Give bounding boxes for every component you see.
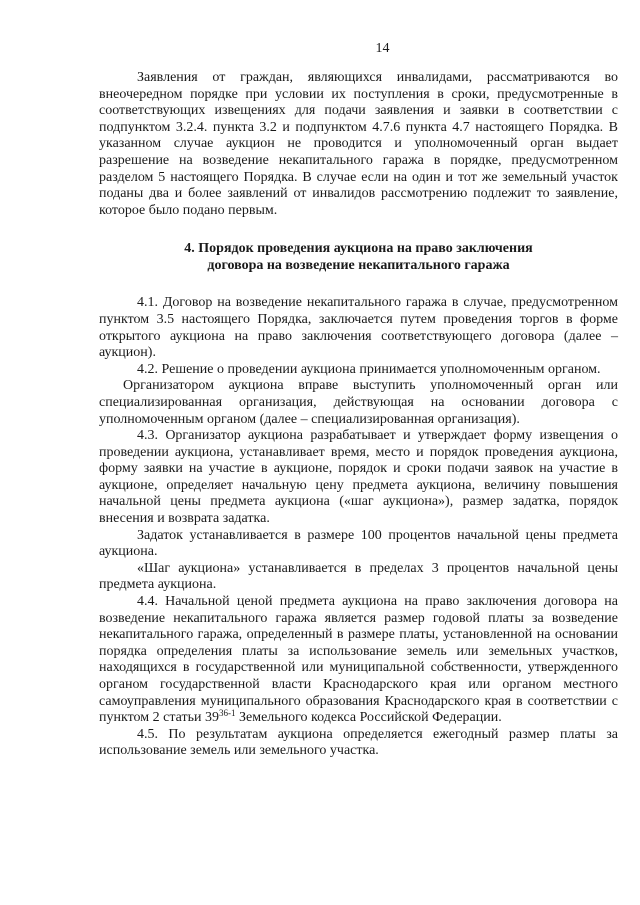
intro-paragraph: Заявления от граждан, являющихся инвалидами, рассматриваются во внеочередном порядке при условии их поступления в сроки, предусмотренные в соответствующих извещениях для подачи заявления и заявки в соответствии с подпунктом 3.2.4. пункта 3.2 и подпунктом 4.7.6 пункта 4.7 настоящего Порядка. В указанном случае аукцион не проводится и уполномоченный орган выдает разрешение на возведение некапитального гаража в порядке, предусмотренном разделом 5 настоящего Порядка. В случае если на один и тот же земельный участок поданы два и более заявлений от инвалидов рассмотрению подлежит то заявление, которое было подано первым. — [99, 70, 618, 218]
paragraph-4-1: 4.1. Договор на возведение некапитального гаража в случае, предусмотренном пунктом 3.5 настоящего Порядка, заключается путем проведения торгов в форме открытого аукциона на право заключения соответствующего договора (далее – аукцион). — [99, 295, 618, 361]
article-superscript: 36-1 — [218, 708, 236, 719]
page-number: 14 — [375, 41, 390, 56]
paragraph-4-3-deposit: Задаток устанавливается в размере 100 процентов начальной цены предмета аукциона. — [99, 527, 618, 560]
paragraph-4-2: 4.2. Решение о проведении аукциона принимается уполномоченным органом. — [137, 361, 601, 377]
paragraph-4-5: 4.5. По результатам аукциона определяется ежегодный размер платы за использование земель или земельного участка. — [99, 726, 618, 759]
paragraph-4-4 — [99, 594, 618, 727]
section-heading-line-1: 4. Порядок проведения аукциона на право заключения — [184, 241, 533, 257]
paragraph-4-2-organizer: Организатором аукциона вправе выступить уполномоченный орган или специализированная организация, действующая на основании договора с уполномоченным органом (далее – специализированная организация). — [99, 378, 618, 427]
section-heading — [99, 240, 618, 274]
paragraph-4-4-tail: Земельного кодекса Российской Федерации. — [235, 710, 502, 726]
paragraph-4-3-step: «Шаг аукциона» устанавливается в пределах 3 процентов начальной цены предмета аукциона. — [99, 560, 618, 593]
section-heading-line-2: договора на возведение некапитального гаража — [207, 258, 510, 274]
paragraph-4-4-text: 4.4. Начальной ценой предмета аукциона на право заключения договора на возведение некапитального гаража является размер годовой платы за возведение некапитального гаража, определенный в размере платы, установленной на основании порядка определения платы за использование земель или земельных участков, находящихся в государственной или муниципальной собственности, утвержденного органом государственной власти Краснодарского края или органом местного самоуправления муниципального образования Краснодарского края в соответствии с пунктом 2 статьи 39 — [99, 594, 618, 726]
paragraph-4-3: 4.3. Организатор аукциона разрабатывает и утверждает форму извещения о проведении аукциона, устанавливает время, место и порядок проведения аукциона, форму заявки на участие в аукционе, порядок и сроки подачи заявок на участие в аукционе, определяет начальную цену предмета аукциона, величину повышения начальной цены предмета аукциона («шаг аукциона»), размер задатка, порядок внесения и возврата задатка. — [99, 428, 618, 527]
